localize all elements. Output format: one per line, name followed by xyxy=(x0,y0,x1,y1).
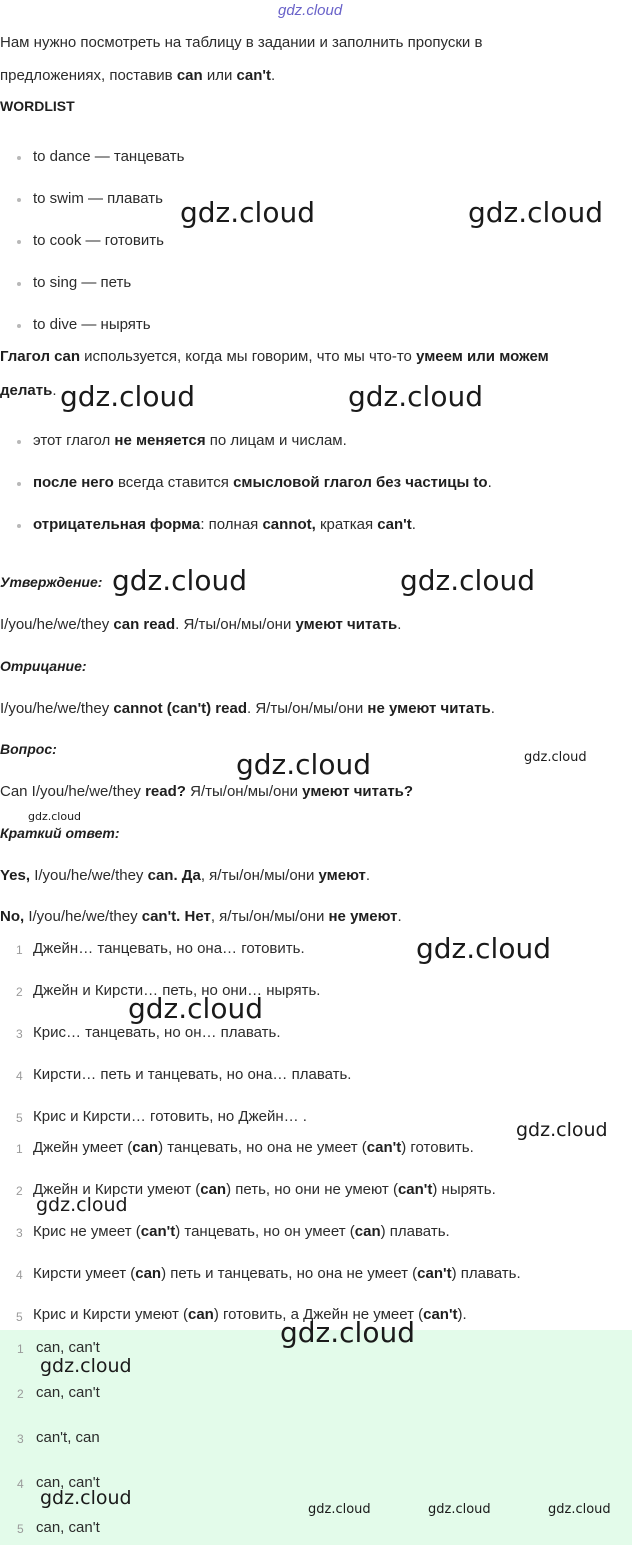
task-item: Крис и Кирсти… готовить, но Джейн… . xyxy=(33,1108,307,1125)
rule-text: используется, когда мы говорим, что мы что-то xyxy=(80,348,417,365)
rule-bold: смысловой глагол без частицы to xyxy=(233,474,488,491)
intro-line-2 xyxy=(0,67,275,84)
bold: Yes, xyxy=(0,867,31,884)
watermark: gdz.cloud xyxy=(28,810,82,823)
task-item: Джейн… танцевать, но она… готовить. xyxy=(33,940,305,957)
bold: can't. Нет xyxy=(141,908,211,925)
text: . Я/ты/он/мы/они xyxy=(175,616,296,633)
bold: cannot (can't) read xyxy=(113,700,247,717)
bold: не умеют читать xyxy=(367,700,491,717)
answer-item: can, can't xyxy=(36,1384,100,1401)
rule-text: по лицам и числам. xyxy=(205,432,347,449)
rule-line-1 xyxy=(0,348,549,365)
wordlist-title: WORDLIST xyxy=(0,98,75,114)
negative-example xyxy=(0,700,495,717)
text: Кирсти умеет ( xyxy=(33,1265,136,1282)
text: ) петь, но они не умеют ( xyxy=(226,1181,398,1198)
rule-bold: после него xyxy=(33,474,114,491)
text: ) танцевать, но она не умеет ( xyxy=(158,1139,367,1156)
text: I/you/he/we/they xyxy=(0,616,114,633)
question-example xyxy=(0,783,413,800)
text: Can I/you/he/we/they xyxy=(0,783,146,800)
wordlist-item: to dance — танцевать xyxy=(33,148,185,165)
task-item: Джейн и Кирсти… петь, но они… нырять. xyxy=(33,982,321,999)
rule-text: всегда ставится xyxy=(113,474,234,491)
answer-item: can, can't xyxy=(36,1519,100,1536)
watermark: gdz.cloud xyxy=(60,380,195,413)
rule-bullet-1 xyxy=(33,432,347,449)
task-number: 5 xyxy=(16,1111,23,1125)
text: ) готовить, а Джейн не умеет ( xyxy=(213,1306,424,1323)
bullet xyxy=(17,324,21,328)
watermark: gdz.cloud xyxy=(548,1502,611,1517)
bold: can't xyxy=(397,1181,433,1198)
bold: can xyxy=(200,1181,227,1198)
watermark: gdz.cloud xyxy=(468,196,603,229)
bold: can read xyxy=(113,616,176,633)
bold: can't xyxy=(417,1265,452,1282)
watermark: gdz.cloud xyxy=(308,1502,371,1517)
text: . xyxy=(365,867,371,884)
watermark: gdz.cloud xyxy=(112,564,247,597)
bold: can't xyxy=(366,1139,402,1156)
watermark: gdz.cloud xyxy=(36,1194,128,1216)
affirmative-heading: Утверждение: xyxy=(0,574,103,590)
task-number: 2 xyxy=(16,985,23,999)
translation-number: 2 xyxy=(16,1184,23,1198)
task-number: 3 xyxy=(16,1027,23,1041)
answer-item: can, can't xyxy=(36,1474,100,1491)
short-answer-heading: Краткий ответ: xyxy=(0,825,120,841)
bullet xyxy=(17,440,21,444)
text: ) плавать. xyxy=(380,1223,450,1240)
bold: can xyxy=(188,1306,214,1323)
translation-number: 4 xyxy=(16,1268,23,1282)
task-number: 1 xyxy=(16,943,23,957)
text: Крис и Кирсти умеют ( xyxy=(33,1306,188,1323)
text: ) танцевать, но он умеет ( xyxy=(175,1223,355,1240)
rule-text: этот глагол xyxy=(33,432,115,449)
rule-bold: не меняется xyxy=(114,432,206,449)
rule-bullet-2 xyxy=(33,474,492,491)
text: , я/ты/он/мы/они xyxy=(210,908,329,925)
bold: can xyxy=(132,1139,159,1156)
text: , я/ты/он/мы/они xyxy=(200,867,319,884)
wordlist-item: to sing — петь xyxy=(33,274,132,291)
text: . xyxy=(397,908,402,925)
watermark: gdz.cloud xyxy=(524,750,587,765)
watermark: gdz.cloud xyxy=(128,992,263,1025)
watermark: gdz.cloud xyxy=(236,748,371,781)
bold: can xyxy=(135,1265,162,1282)
bold: read? xyxy=(145,783,186,800)
answer-number: 5 xyxy=(17,1522,24,1536)
text: ) готовить. xyxy=(401,1139,474,1156)
wordlist-item: to swim — плавать xyxy=(33,190,163,207)
watermark: gdz.cloud xyxy=(180,196,315,229)
text: ). xyxy=(457,1306,467,1323)
watermark: gdz.cloud xyxy=(280,1316,415,1349)
watermark: gdz.cloud xyxy=(428,1502,491,1517)
bullet xyxy=(17,482,21,486)
bold: умеют читать xyxy=(295,616,398,633)
translation-number: 1 xyxy=(16,1142,23,1156)
text: . xyxy=(490,700,495,717)
bullet xyxy=(17,240,21,244)
intro-text: предложениях, поставив xyxy=(0,67,177,84)
bold: can. Да xyxy=(147,867,201,884)
short-answer-yes xyxy=(0,867,370,884)
rule-meaning: умеем или можем xyxy=(416,348,549,365)
rule-bold: can't xyxy=(377,516,412,533)
rule-bold: cannot, xyxy=(262,516,316,533)
bold: умеют читать? xyxy=(302,783,414,800)
bold: No, xyxy=(0,908,25,925)
text: Я/ты/он/мы/они xyxy=(185,783,303,800)
answer-item: can, can't xyxy=(36,1339,100,1356)
text: ) петь и танцевать, но она не умеет ( xyxy=(161,1265,418,1282)
rule-text: краткая xyxy=(315,516,378,533)
rule-meaning-cont: делать xyxy=(0,382,53,399)
watermark: gdz.cloud xyxy=(348,380,483,413)
answer-number: 4 xyxy=(17,1477,24,1491)
bold: умеют xyxy=(318,867,366,884)
intro-or: или xyxy=(202,67,237,84)
watermark: gdz.cloud xyxy=(40,1355,132,1377)
bullet xyxy=(17,156,21,160)
rule-text: . xyxy=(487,474,492,491)
text: I/you/he/we/they xyxy=(0,700,114,717)
watermark: gdz.cloud xyxy=(40,1487,132,1509)
rule-bold: отрицательная форма xyxy=(33,516,201,533)
answer-number: 1 xyxy=(17,1342,24,1356)
bold: can't xyxy=(140,1223,176,1240)
rule-line-2 xyxy=(0,382,56,399)
translation-item xyxy=(33,1223,450,1240)
text: ) плавать. xyxy=(451,1265,521,1282)
bold: can't xyxy=(423,1306,458,1323)
text: . xyxy=(397,616,402,633)
short-answer-no xyxy=(0,908,402,925)
translation-item xyxy=(33,1265,521,1282)
watermark: gdz.cloud xyxy=(400,564,535,597)
intro-can: can xyxy=(176,67,203,84)
intro-end: . xyxy=(270,67,276,84)
translation-number: 5 xyxy=(16,1310,23,1324)
intro-cant: can't xyxy=(236,67,271,84)
intro-line-1: Нам нужно посмотреть на таблицу в задании и заполнить пропуски в xyxy=(0,34,483,51)
text: Крис не умеет ( xyxy=(33,1223,141,1240)
bold: can xyxy=(354,1223,381,1240)
rule-bullet-3 xyxy=(33,516,416,533)
negative-heading: Отрицание: xyxy=(0,658,87,674)
text: ) нырять. xyxy=(432,1181,496,1198)
wordlist-item: to dive — нырять xyxy=(33,316,151,333)
task-item: Крис… танцевать, но он… плавать. xyxy=(33,1024,281,1041)
task-number: 4 xyxy=(16,1069,23,1083)
translation-number: 3 xyxy=(16,1226,23,1240)
affirmative-example xyxy=(0,616,401,633)
text: Джейн умеет ( xyxy=(33,1139,133,1156)
rule-verb: Глагол can xyxy=(0,348,81,365)
bold: не умеют xyxy=(328,908,398,925)
rule-text: : полная xyxy=(200,516,263,533)
task-item: Кирсти… петь и танцевать, но она… плавать. xyxy=(33,1066,352,1083)
bullet xyxy=(17,198,21,202)
site-logo[interactable]: gdz.cloud xyxy=(278,2,343,19)
bullet xyxy=(17,282,21,286)
answer-number: 3 xyxy=(17,1432,24,1446)
text: . Я/ты/он/мы/они xyxy=(247,700,368,717)
watermark: gdz.cloud xyxy=(416,932,551,965)
text: I/you/he/we/they xyxy=(30,867,148,884)
question-heading: Вопрос: xyxy=(0,741,57,757)
text: I/you/he/we/they xyxy=(24,908,142,925)
answer-number: 2 xyxy=(17,1387,24,1401)
rule-end: . xyxy=(52,382,57,399)
translation-item xyxy=(33,1139,474,1156)
answer-item: can't, can xyxy=(36,1429,100,1446)
bullet xyxy=(17,524,21,528)
watermark: gdz.cloud xyxy=(516,1119,608,1141)
rule-text: . xyxy=(411,516,416,533)
text: Джейн и Кирсти умеют ( xyxy=(33,1181,201,1198)
wordlist-item: to cook — готовить xyxy=(33,232,164,249)
